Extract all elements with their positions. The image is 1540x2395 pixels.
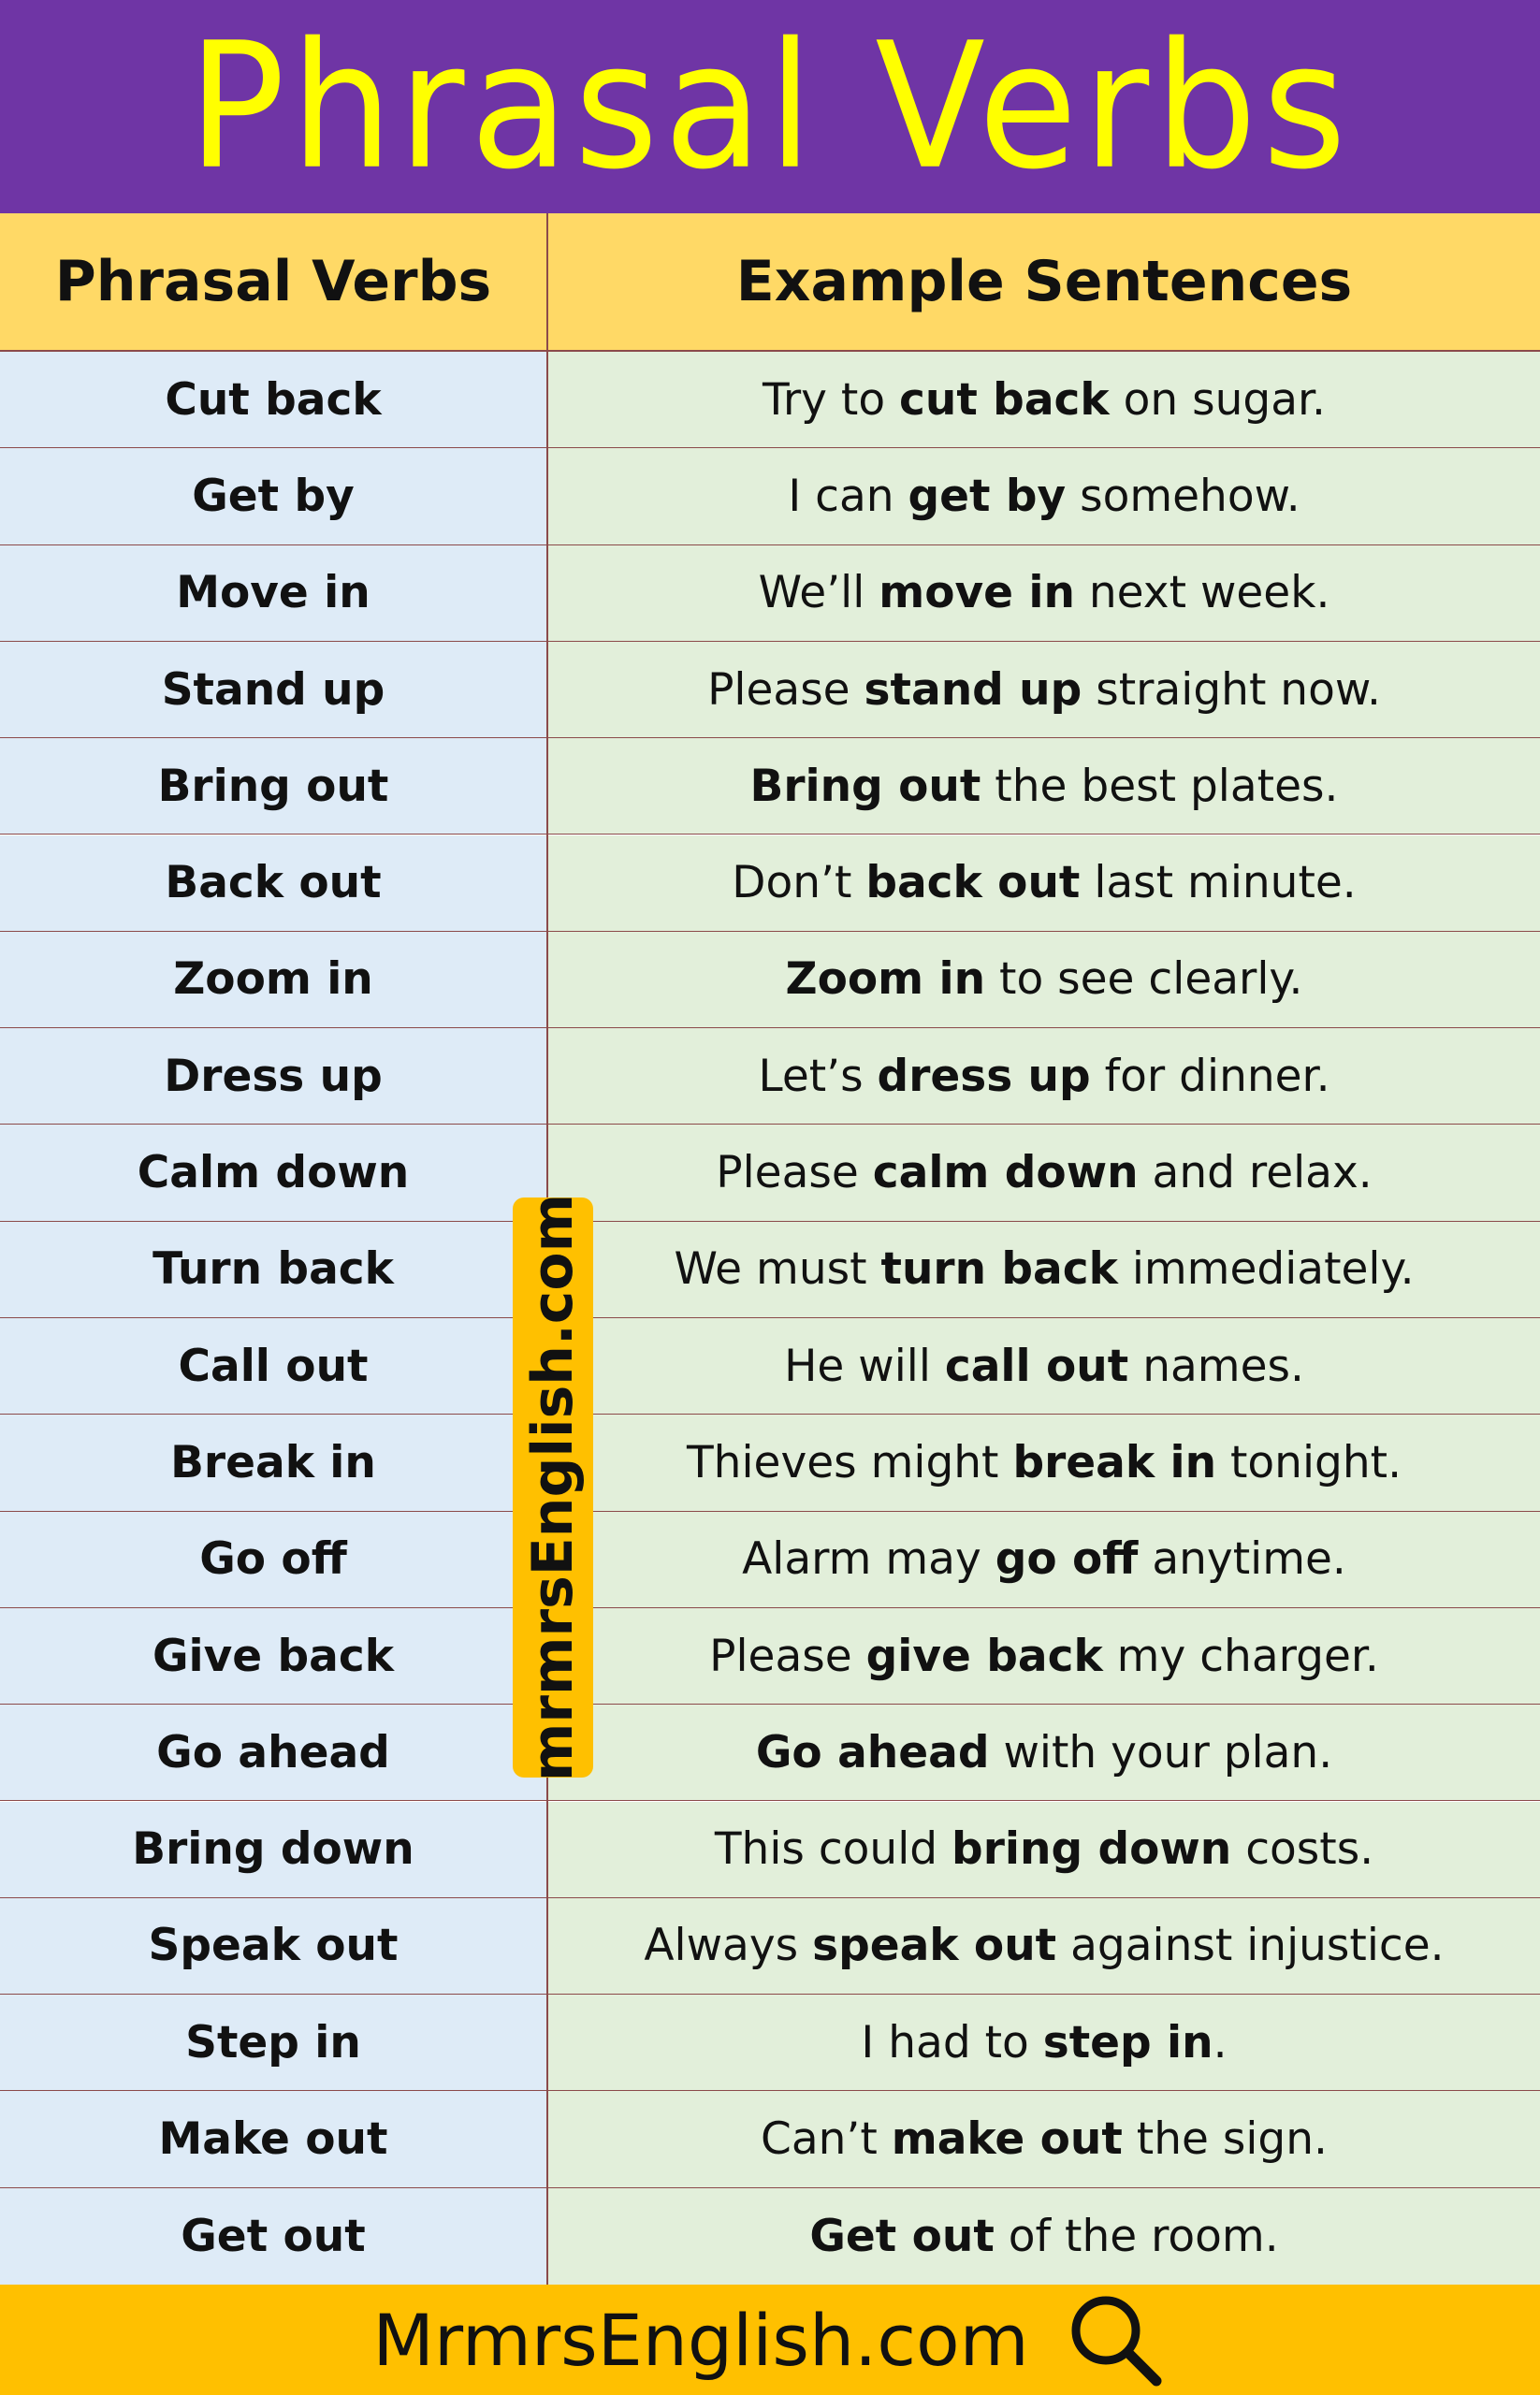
table-row [0,835,1540,932]
footer-site-link[interactable]: MrmrsEnglish.com [372,2298,1029,2382]
example-text-after: immediately. [1117,1243,1415,1296]
table-row [0,1898,1540,1995]
example-text-after: with your plan. [989,1726,1333,1778]
watermark-text: mrmrsEnglish.com [520,1193,586,1782]
example-phrasal-verb: turn back [880,1243,1118,1296]
table-row [0,642,1540,738]
table-row [0,448,1540,544]
example-text-after: against injustice. [1056,1920,1445,1972]
example-text-before: I had to [861,2016,1043,2068]
table-row [0,2091,1540,2187]
phrasal-verb-cell: Turn back [0,1222,546,1317]
table-row [0,1125,1540,1221]
example-sentence-cell [548,448,1540,544]
table-row [0,1318,1540,1415]
example-sentence-cell [548,1898,1540,1994]
phrasal-verb-cell: Get out [0,2188,546,2285]
example-phrasal-verb: move in [879,567,1075,619]
header-phrasal-verbs: Phrasal Verbs [54,249,492,314]
example-sentence-cell [548,352,1540,447]
example-text-after: of the room. [994,2210,1279,2262]
table-row [0,1028,1540,1125]
example-text-before: Please [716,1147,873,1199]
example-sentence-cell [548,1028,1540,1124]
example-text-before: Try to [763,373,900,426]
example-text-before: We’ll [758,567,879,619]
example-text-before: He will [784,1340,945,1392]
table-row [0,1512,1540,1608]
phrasal-verb-cell: Go off [0,1512,546,1607]
phrasal-verb-cell: Break in [0,1415,546,1510]
example-phrasal-verb: dress up [877,1050,1091,1102]
page-title: Phrasal Verbs [188,4,1352,208]
example-phrasal-verb: make out [891,2113,1123,2166]
example-phrasal-verb: bring down [952,1823,1232,1876]
example-text-after: the sign. [1122,2113,1328,2166]
example-text-after: next week. [1074,567,1330,619]
example-sentence-cell [548,1705,1540,1800]
example-phrasal-verb: Get out [809,2210,995,2262]
phrasal-verb-cell: Speak out [0,1898,546,1994]
phrasal-verb-cell: Bring down [0,1802,546,1897]
example-text-before: Thieves might [686,1436,1013,1488]
example-text-before: We must [674,1243,881,1296]
example-text-before: Please [707,663,864,716]
phrasal-verb-cell: Bring out [0,738,546,834]
example-sentence-cell [548,1222,1540,1317]
example-sentence-cell [548,1318,1540,1414]
phrasal-verb-cell: Call out [0,1318,546,1414]
phrasal-verb-cell: Zoom in [0,932,546,1027]
example-text-after: and relax. [1138,1147,1373,1199]
example-text-after: on sugar. [1109,373,1326,426]
example-phrasal-verb: stand up [864,663,1082,716]
table-row [0,1802,1540,1898]
title-banner [0,0,1540,213]
table-row [0,1705,1540,1801]
example-text-after: . [1213,2016,1228,2068]
table-row [0,1222,1540,1318]
footer-bar [0,2285,1540,2395]
example-sentence-cell [548,1512,1540,1607]
example-text-after: straight now. [1082,663,1381,716]
example-text-after: to see clearly. [985,953,1303,1006]
example-phrasal-verb: Go ahead [755,1726,990,1778]
phrasal-verb-cell: Dress up [0,1028,546,1124]
example-phrasal-verb: step in [1042,2016,1213,2068]
example-text-after: names. [1128,1340,1304,1392]
example-sentence-cell [548,1125,1540,1220]
example-phrasal-verb: call out [944,1340,1129,1392]
example-text-after: for dinner. [1090,1050,1330,1102]
example-sentence-cell [548,2188,1540,2285]
example-text-before: This could [714,1823,952,1876]
phrasal-verb-cell: Go ahead [0,1705,546,1800]
header-example-sentences: Example Sentences [735,249,1353,314]
example-sentence-cell [548,642,1540,737]
watermark-badge [513,1193,593,1782]
table-row [0,545,1540,642]
example-text-before: I can [788,470,908,522]
example-sentence-cell [548,932,1540,1027]
example-text-before: Please [709,1630,866,1682]
phrasal-verb-cell: Get by [0,448,546,544]
example-text-before: Always [644,1920,813,1972]
example-sentence-cell [548,1995,1540,2090]
example-phrasal-verb: Bring out [749,760,981,812]
phrasal-verb-cell: Back out [0,835,546,931]
phrasal-verb-cell: Calm down [0,1125,546,1220]
example-phrasal-verb: go off [995,1533,1139,1586]
example-text-after: my charger. [1102,1630,1379,1682]
example-text-before: Let’s [758,1050,878,1102]
example-sentence-cell [548,738,1540,834]
example-text-after: anytime. [1138,1533,1346,1586]
table-body [0,352,1540,2285]
example-phrasal-verb: break in [1012,1436,1217,1488]
search-icon[interactable] [1063,2287,1168,2392]
example-sentence-cell [548,2091,1540,2186]
example-phrasal-verb: get by [908,470,1067,522]
example-phrasal-verb: cut back [899,373,1110,426]
example-sentence-cell [548,1415,1540,1510]
phrasal-verb-cell: Move in [0,545,546,641]
example-sentence-cell [548,545,1540,641]
example-sentence-cell [548,835,1540,931]
example-text-after: tonight. [1216,1436,1402,1488]
example-text-before: Can’t [761,2113,892,2166]
example-text-after: somehow. [1066,470,1300,522]
example-text-before: Alarm may [742,1533,995,1586]
phrasal-verb-cell: Step in [0,1995,546,2090]
table-row [0,352,1540,448]
example-text-before: Don’t [732,857,866,909]
example-phrasal-verb: give back [865,1630,1103,1682]
example-sentence-cell [548,1802,1540,1897]
phrasal-verb-cell: Cut back [0,352,546,447]
phrasal-verbs-table [0,213,1540,2285]
example-text-after: last minute. [1080,857,1357,909]
example-text-after: costs. [1231,1823,1374,1876]
table-row [0,1608,1540,1705]
example-text-after: the best plates. [981,760,1339,812]
table-row [0,2188,1540,2285]
table-row [0,1415,1540,1511]
example-phrasal-verb: Zoom in [785,953,986,1006]
phrasal-verb-cell: Make out [0,2091,546,2186]
phrasal-verb-cell: Stand up [0,642,546,737]
example-sentence-cell [548,1608,1540,1704]
table-row [0,1995,1540,2091]
table-header-row [0,213,1540,352]
example-phrasal-verb: speak out [812,1920,1057,1972]
example-phrasal-verb: calm down [872,1147,1139,1199]
example-phrasal-verb: back out [865,857,1081,909]
phrasal-verb-cell: Give back [0,1608,546,1704]
table-row [0,932,1540,1028]
table-row [0,738,1540,835]
